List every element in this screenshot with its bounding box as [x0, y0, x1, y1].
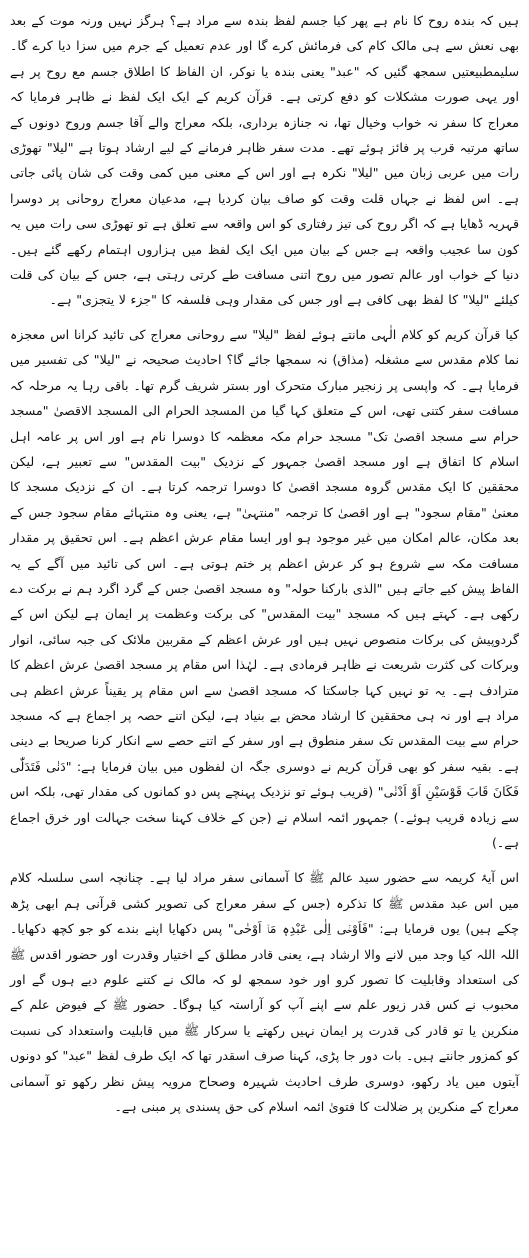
paragraph-body-3: اس آیۂ کریمہ سے حضور سید عالم ﷺ کا آسمانی سفر مراد لیا ہے۔ چنانچہ اسی سلسلہ کلام میں اس عبد مقدس ﷺ کا تذکرہ (جس کے سفر معراج کی تصویر کشی قرآنی ہم ابھی پڑھ چکے ہیں) یوں فرمایا ہے: "فَاَوْحٰۤی اِلٰی عَبْدِهٖ مَاۤ اَوْحٰی" پس دکھایا اپنے بندے کو جو کچھ دکھایا۔ اللہ اللہ کیا وجد میں لانے والا ارشاد ہے، یعنی قادر مطلق کے اختیار وقدرت اور حضور اقدس ﷺ کی استعداد وقابلیت کا تصور کرو اور خود سمجھ لو کہ مالک نے کتنے علوم دیے ہوں گے اور محبوب نے کس قدر زیور علم سے اپنے آپ کو آراستہ کیا ہوگا۔ حضور ﷺ کے فیوض علم کے منکرین یا تو قادر کی قدرت پر ایمان نہیں رکھتے یا سرکار ﷺ میں قابلیت واستعداد کی نسبت کو کمزور جانتے ہیں۔ بات دور جا پڑی، کہنا صرف اسقدر تھا کہ ایک طرف لفظ "عبد" کو دونوں آیتوں میں یاد رکھو، دوسری طرف احادیث شہیرہ وصحاح مرویہ پیش نظر رکھو تو آسمانی معراج کے منکرین پر ضلالت کا فتویٰ ائمہ اسلام کی حق پسندی پر مبنی ہے۔ — [10, 870, 519, 1115]
paragraph-body-2: کیا قرآن کریم کو کلام الٰہی مانتے ہوئے لفظ "لیلا" سے روحانی معراج کی تائید کرانا اس معجزہ نما کلام مقدس سے مشغلہ (مذاق) نہ سمجھا جائے گا؟ احادیث صحیحہ نے "لیلا" کی تفسیر میں فرمایا ہے۔ کہ واپسی پر زنجیر مبارک متحرک اور بستر شریف گرم تھا۔ باقی رہا یہ مرحلہ کہ مسافت سفر کتنی تھی، اس کے متعلق کہا گیا من المسجد الحرام الی المسجد الاقصیٰ "مسجد حرام سے مسجد اقصیٰ تک" مسجد حرام مکہ معظمہ کا دوسرا نام ہے اور اس پر عامہ اہل اسلام کا اتفاق ہے اور مسجد اقصیٰ جمہور کے نزدیک "بیت المقدس" سے تعبیر ہے، لیکن محققین کا ایک مقدس گروہ مسجد اقصیٰ کا دوسرا ترجمہ کرتا ہے۔ ان کے نزدیک مسجد کا معنیٰ "مقام سجود" ہے اور اقصیٰ کا ترجمہ "منتہیٰ" ہے، یعنی وہ منتہائے مقام سجود جس کے بعد مکان، عالم امکان میں غیر موجود ہو اور ایسا مقام عرش اعظم ہے۔ اس تحقیق پر مقدار مسافت مکہ سے شروع ہو کر عرش اعظم پر ختم ہوتی ہے۔ اس کی تائید میں آگے کے یہ الفاظ پیش کیے جاتے ہیں "الذی بارکنا حولہ" وہ مسجد اقصیٰ جس کے گرد اگرد ہم نے برکت دے رکھی ہے۔ کہتے ہیں کہ مسجد "بیت المقدس" کی برکت وعظمت پر ایمان ہے لیکن اس کے گردوپیش کی برکات منصوص نہیں ہیں اور عرش اعظم کے مقربین ملائک کی جبہ سائی، انوار وبرکات کی کثرت شریعت نے ظاہر فرمادی ہے۔ لہٰذا اس مقام پر مسجد اقصیٰ عرش اعظم کا مترادف ہے۔ یہ تو نہیں کہا جاسکتا کہ مسجد اقصیٰ سے اس مقام پر یقیناً عرش اعظم ہی مراد ہے اور نہ ہی محققین کا ارشاد محض بے بنیاد ہے، لیکن اتنے حصہ پر اجماع ہے کہ مسجد حرام سے بیت المقدس تک سفر منطوق ہے اور سفر کے اتنے حصے سے انکار کرنا صریحا بے دینی ہے۔ بقیہ سفر کو بھی قرآن کریم نے دوسری جگہ ان لفظوں میں بیان فرمایا ہے: "دَنٰی فَتَدَلّٰی فَكَانَ قَابَ قَوْسَيْنِ اَوْ اَدْنٰی" (قریب ہوئے تو نزدیک پہنچے پس دو کمانوں کی مقدار تھی، بلکہ اس سے زیادہ قریب ہوئے۔) جمہور ائمہ اسلام نے (جن کے خلاف کہنا سخت جہالت اور خرق اجماع ہے۔) — [10, 326, 519, 850]
paragraph-body-1: ہیں کہ بندہ روح کا نام ہے پھر کیا جسم لفظ بندہ سے مراد ہے؟ ہرگز نہیں ورنہ موت کے بعد بھی نعش سے ہی مالک کام کی فرمائش کرے گا اور عدم تعمیل کے جرم میں سزا دیا کرے گا۔ سلیمطبیعتیں سمجھ گئیں کہ "عبد" یعنی بندہ یا نوکر، ان الفاظ کا اطلاق جسم مع روح پر ہے اور یہی صورت مشکلات کو دفع کرتی ہے۔ قرآن کریم کے ایک ایک لفظ نے ظاہر فرمایا کہ معراج کا سفر نہ خواب وخیال تھا، نہ جنازہ برداری، بلکہ معراج والے آقا جسم وروح دونوں کے ساتھ مرتبہ قرب پر فائز ہوئے تھے۔ مدت سفر ظاہر فرمانے کے لیے ارشاد ہوتا ہے "لیلا" تھوڑی رات میں عربی زبان میں "لیلا" نکرہ ہے اور اس کے معنی میں کمی وقت کی شان پائی جاتی ہے۔ اس لفظ نے جہاں قلت وقت کو صاف بیان کردیا ہے، مدعیان معراج روحانی پر دوسرا قہریہ ڈھایا ہے کہ اگر روح کی تیز رفتاری کو اس واقعہ سے تعلق ہے تو تھوڑی سی رات میں یہ کون سا عجیب واقعہ ہے جس کے بیان میں ایک ایک لفظ میں ہزاروں اہتمام رکھے گئے ہیں۔ دنیا کے خواب اور عالم تصور میں روح اتنی مسافت طے کرتی رہتی ہے، جس کے بیان کی قلت کیلئے "لیلا" کا لفظ بھی کافی ہے اور جس کی مقدار وہی فلسفہ کا "جزء لا یتجزی" ہے۔ — [10, 13, 519, 308]
